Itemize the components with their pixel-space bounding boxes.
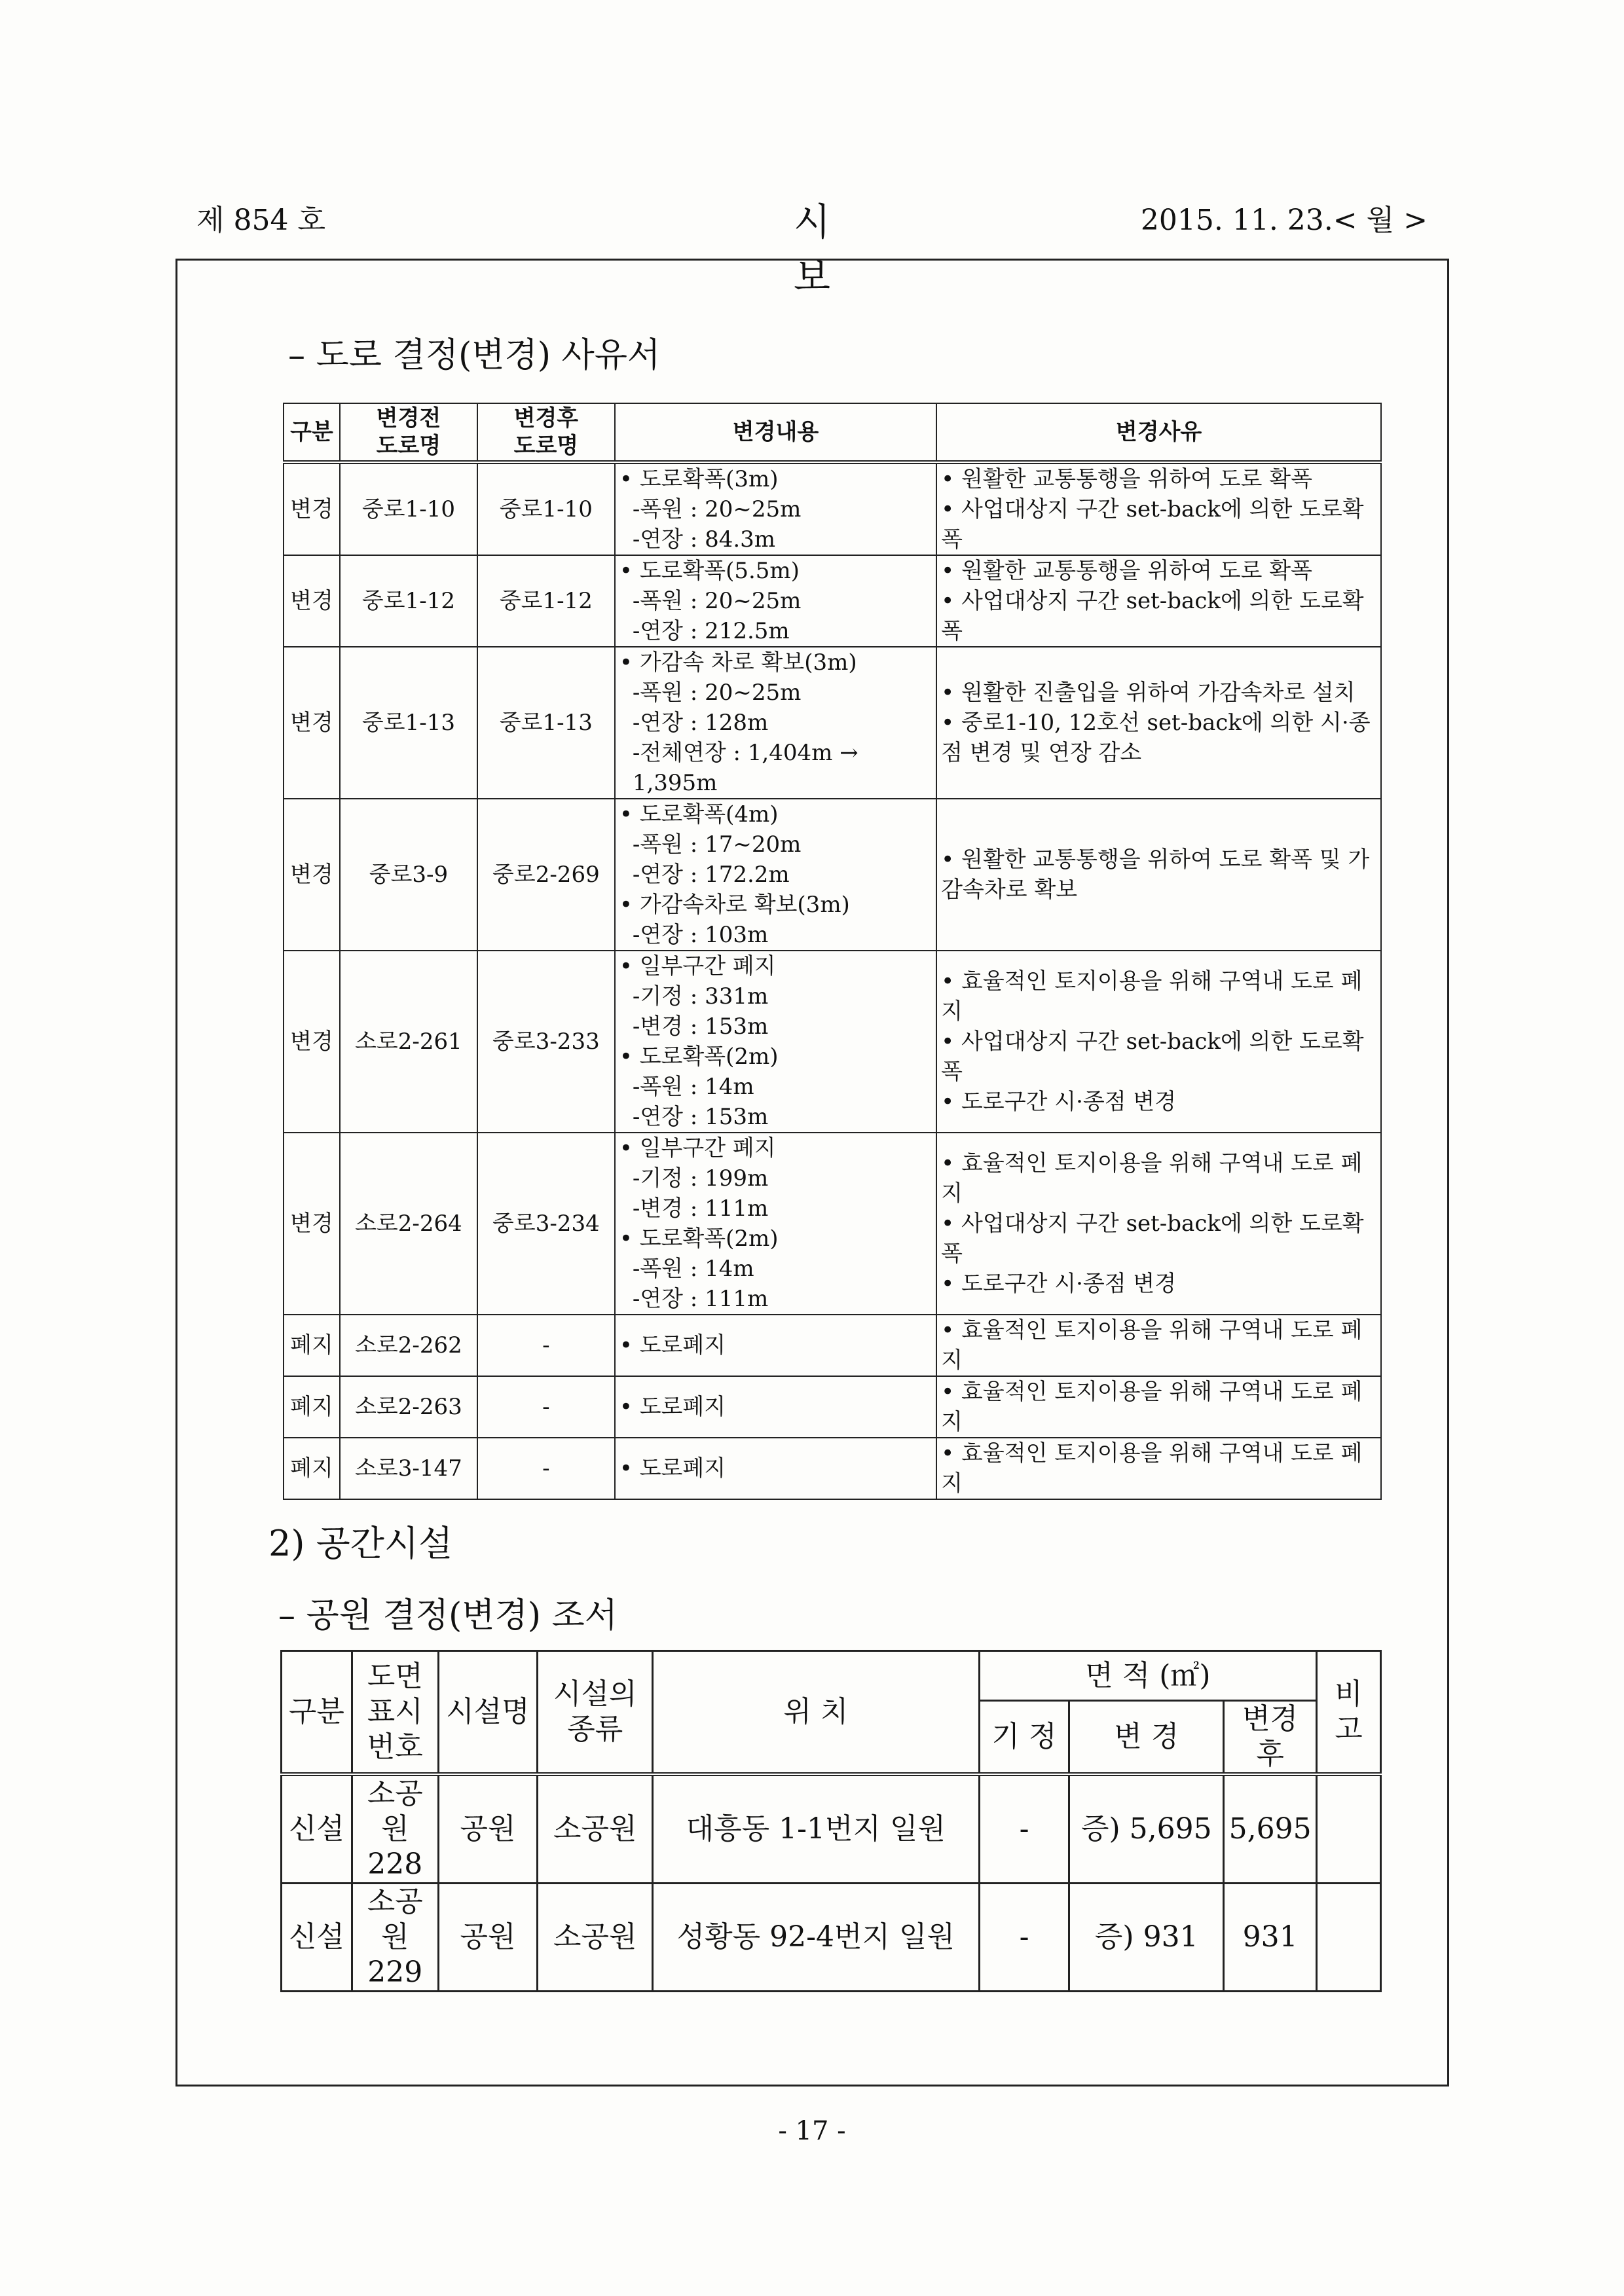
- park-col-change: 변 경: [1069, 1701, 1224, 1775]
- road-before-cell: 중로1-13: [340, 647, 477, 799]
- park-no-cell: 소공원 228: [352, 1774, 438, 1884]
- park-row: [282, 1774, 1381, 1884]
- park-col-note: 비고: [1317, 1651, 1381, 1775]
- road-content-cell: [615, 951, 936, 1133]
- road-change-table: [283, 403, 1382, 1500]
- space-facility-title: 2) 공간시설: [268, 1523, 453, 1564]
- road-reason-cell: [936, 1376, 1381, 1438]
- content-line: -연장 : 212.5m: [632, 618, 790, 644]
- content-line: • 도로확폭(4m): [619, 799, 932, 829]
- road-row: [284, 555, 1381, 647]
- content-line: -전체연장 : 1,404m → 1,395m: [632, 740, 858, 796]
- road-before-cell: 소로2-262: [340, 1315, 477, 1376]
- road-row: [284, 462, 1381, 555]
- road-row: [284, 1133, 1381, 1315]
- content-line: • 도로폐지: [619, 1330, 932, 1360]
- road-content-cell: [615, 799, 936, 951]
- reason-line: • 사업대상지 구간 set-back에 의한 도로확폭: [941, 1209, 1376, 1269]
- reason-line: • 효율적인 토지이용을 위해 구역내 도로 폐지: [941, 1438, 1376, 1499]
- road-type-cell: 폐지: [284, 1376, 340, 1438]
- road-row: [284, 1376, 1381, 1438]
- road-row: [284, 1315, 1381, 1376]
- content-line: • 도로확폭(2m): [619, 1042, 932, 1072]
- reason-line: • 효율적인 토지이용을 위해 구역내 도로 폐지: [941, 966, 1376, 1027]
- park-section-title: – 공원 결정(변경) 조서: [278, 1596, 618, 1635]
- road-reason-cell: [936, 647, 1381, 799]
- park-note-cell: [1317, 1884, 1381, 1992]
- road-reason-cell: [936, 951, 1381, 1133]
- reason-line: • 중로1-10, 12호선 set-back에 의한 시·종점 변경 및 연장 감소: [941, 708, 1376, 768]
- road-after-cell: -: [477, 1438, 615, 1499]
- road-after-cell: 중로3-233: [477, 951, 615, 1133]
- content-line: -기정 : 199m: [632, 1165, 769, 1192]
- park-change-cell: 증) 5,695: [1069, 1774, 1224, 1884]
- content-line: -폭원 : 17~20m: [632, 831, 802, 858]
- reason-line: • 원활한 교통통행을 위하여 도로 확폭: [941, 464, 1376, 494]
- road-after-cell: -: [477, 1315, 615, 1376]
- park-col-kind: 시설의 종류: [538, 1651, 653, 1775]
- content-line: -폭원 : 20~25m: [632, 680, 802, 706]
- road-after-cell: 중로1-12: [477, 555, 615, 647]
- road-table-header: [284, 403, 1381, 462]
- publication-title: 시 보: [793, 200, 857, 299]
- park-location-cell: 대흥동 1-1번지 일원: [653, 1774, 980, 1884]
- content-line: • 일부구간 폐지: [619, 1133, 932, 1163]
- reason-line: • 도로구간 시·종점 변경: [941, 1269, 1376, 1299]
- road-after-cell: -: [477, 1376, 615, 1438]
- road-after-cell: 중로3-234: [477, 1133, 615, 1315]
- reason-line: • 사업대상지 구간 set-back에 의한 도로확폭: [941, 494, 1376, 555]
- park-change-cell: 증) 931: [1069, 1884, 1224, 1992]
- park-after-cell: 931: [1224, 1884, 1317, 1992]
- page-number: - 17 -: [778, 2116, 846, 2146]
- col-header-after: 변경후 도로명: [477, 403, 615, 462]
- col-header-before: 변경전 도로명: [340, 403, 477, 462]
- content-line: -폭원 : 20~25m: [632, 588, 802, 614]
- park-col-name: 시설명: [438, 1651, 538, 1775]
- road-type-cell: 변경: [284, 1133, 340, 1315]
- park-col-existing: 기 정: [979, 1701, 1069, 1775]
- park-table: [280, 1650, 1382, 1992]
- road-content-cell: [615, 1315, 936, 1376]
- reason-line: • 원활한 진출입을 위하여 가감속차로 설치: [941, 678, 1376, 708]
- road-before-cell: 소로2-264: [340, 1133, 477, 1315]
- road-type-cell: 폐지: [284, 1315, 340, 1376]
- road-content-cell: [615, 1438, 936, 1499]
- content-line: • 일부구간 폐지: [619, 951, 932, 981]
- content-line: -연장 : 103m: [632, 922, 769, 948]
- park-table-header-1: [282, 1651, 1381, 1701]
- content-line: • 도로확폭(3m): [619, 464, 932, 494]
- road-before-cell: 중로3-9: [340, 799, 477, 951]
- col-header-type: 구분: [284, 403, 340, 462]
- reason-line: • 도로구간 시·종점 변경: [941, 1087, 1376, 1117]
- reason-line: • 사업대상지 구간 set-back에 의한 도로확폭: [941, 1027, 1376, 1087]
- road-row: [284, 951, 1381, 1133]
- reason-line: • 사업대상지 구간 set-back에 의한 도로확폭: [941, 586, 1376, 646]
- content-line: • 가감속차로 확보(3m): [619, 890, 932, 920]
- reason-line: • 원활한 교통통행을 위하여 도로 확폭 및 가감속차로 확보: [941, 845, 1376, 905]
- content-line: • 도로확폭(2m): [619, 1224, 932, 1254]
- road-row: [284, 1438, 1381, 1499]
- issue-number: 제 854 호: [196, 204, 325, 237]
- road-type-cell: 변경: [284, 951, 340, 1133]
- content-line: -폭원 : 14m: [632, 1074, 754, 1100]
- reason-line: • 효율적인 토지이용을 위해 구역내 도로 폐지: [941, 1148, 1376, 1209]
- content-line: -연장 : 172.2m: [632, 862, 790, 888]
- road-before-cell: 중로1-10: [340, 462, 477, 555]
- road-reason-cell: [936, 1438, 1381, 1499]
- content-line: -연장 : 128m: [632, 710, 769, 736]
- park-kind-cell: 소공원: [538, 1774, 653, 1884]
- park-col-location: 위 치: [653, 1651, 980, 1775]
- reason-line: • 원활한 교통통행을 위하여 도로 확폭: [941, 556, 1376, 586]
- col-header-reason: 변경사유: [936, 403, 1381, 462]
- road-content-cell: [615, 555, 936, 647]
- road-row: [284, 799, 1381, 951]
- road-type-cell: 변경: [284, 647, 340, 799]
- reason-line: • 효율적인 토지이용을 위해 구역내 도로 폐지: [941, 1315, 1376, 1376]
- content-line: -폭원 : 14m: [632, 1256, 754, 1282]
- road-before-cell: 소로2-263: [340, 1376, 477, 1438]
- park-col-no: 도면 표시 번호: [352, 1651, 438, 1775]
- road-reason-cell: [936, 1133, 1381, 1315]
- road-reason-cell: [936, 555, 1381, 647]
- park-name-cell: 공원: [438, 1884, 538, 1992]
- content-line: -변경 : 153m: [632, 1013, 769, 1040]
- road-content-cell: [615, 647, 936, 799]
- road-after-cell: 중로1-10: [477, 462, 615, 555]
- content-line: -변경 : 111m: [632, 1195, 769, 1222]
- road-after-cell: 중로2-269: [477, 799, 615, 951]
- road-type-cell: 변경: [284, 799, 340, 951]
- park-note-cell: [1317, 1774, 1381, 1884]
- content-line: • 도로확폭(5.5m): [619, 556, 932, 586]
- road-before-cell: 중로1-12: [340, 555, 477, 647]
- park-name-cell: 공원: [438, 1774, 538, 1884]
- issue-date: 2015. 11. 23.< 월 >: [1140, 204, 1428, 237]
- park-no-cell: 소공원 229: [352, 1884, 438, 1992]
- road-reason-cell: [936, 1315, 1381, 1376]
- park-type-cell: 신설: [282, 1774, 352, 1884]
- road-content-cell: [615, 1376, 936, 1438]
- content-line: -폭원 : 20~25m: [632, 496, 802, 522]
- road-before-cell: 소로3-147: [340, 1438, 477, 1499]
- park-col-area: 면 적 (㎡): [979, 1651, 1316, 1701]
- content-line: • 도로폐지: [619, 1392, 932, 1422]
- content-line: • 도로폐지: [619, 1453, 932, 1484]
- park-kind-cell: 소공원: [538, 1884, 653, 1992]
- park-col-type: 구분: [282, 1651, 352, 1775]
- road-before-cell: 소로2-261: [340, 951, 477, 1133]
- road-after-cell: 중로1-13: [477, 647, 615, 799]
- road-type-cell: 폐지: [284, 1438, 340, 1499]
- content-line: -연장 : 111m: [632, 1286, 769, 1312]
- park-col-after: 변경후: [1224, 1701, 1317, 1775]
- park-existing-cell: -: [979, 1774, 1069, 1884]
- road-section-title: – 도로 결정(변경) 사유서: [288, 336, 661, 375]
- road-row: [284, 647, 1381, 799]
- col-header-content: 변경내용: [615, 403, 936, 462]
- road-type-cell: 변경: [284, 462, 340, 555]
- road-content-cell: [615, 462, 936, 555]
- content-line: -연장 : 153m: [632, 1104, 769, 1130]
- park-row: [282, 1884, 1381, 1992]
- park-existing-cell: -: [979, 1884, 1069, 1992]
- park-location-cell: 성황동 92-4번지 일원: [653, 1884, 980, 1992]
- road-type-cell: 변경: [284, 555, 340, 647]
- road-reason-cell: [936, 462, 1381, 555]
- reason-line: • 효율적인 토지이용을 위해 구역내 도로 폐지: [941, 1377, 1376, 1437]
- park-type-cell: 신설: [282, 1884, 352, 1992]
- content-line: -연장 : 84.3m: [632, 526, 776, 553]
- content-line: -기정 : 331m: [632, 983, 769, 1010]
- road-content-cell: [615, 1133, 936, 1315]
- content-line: • 가감속 차로 확보(3m): [619, 647, 932, 678]
- park-after-cell: 5,695: [1224, 1774, 1317, 1884]
- road-reason-cell: [936, 799, 1381, 951]
